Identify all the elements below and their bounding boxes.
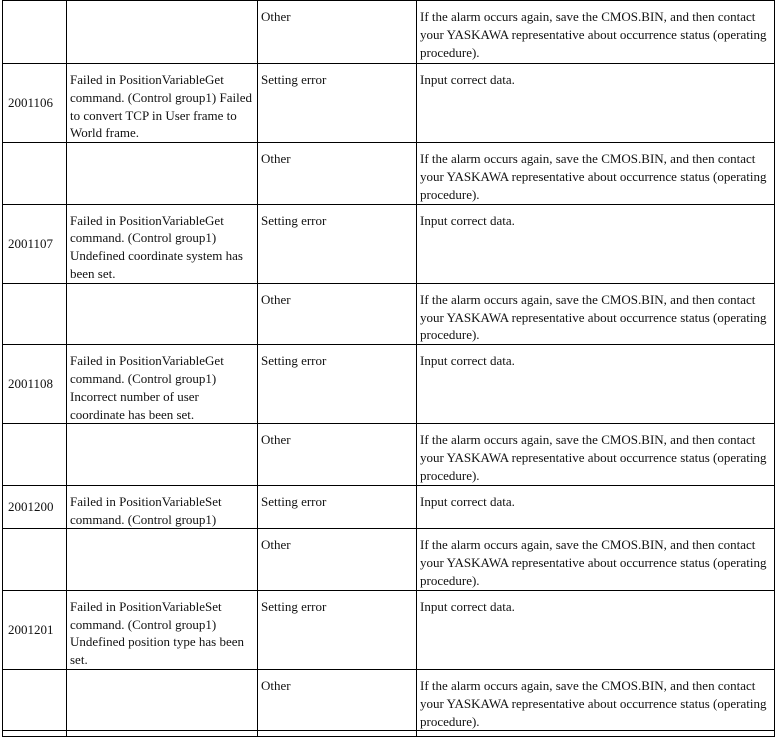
cause-cell: Setting error xyxy=(258,590,417,669)
table-row xyxy=(3,424,775,485)
alarm-table xyxy=(2,0,775,737)
alarm-description-cell: Failed in PositionVariableSet command. (Control group1) Undefined position type has been set. xyxy=(67,590,258,669)
alarm-code-cell xyxy=(3,283,67,344)
cause-cell: Other xyxy=(258,529,417,590)
alarm-code-cell: 2001200 xyxy=(3,485,67,529)
alarm-code-cell: 2001108 xyxy=(3,345,67,424)
alarm-code-cell xyxy=(3,529,67,590)
remedy-cell xyxy=(417,731,775,737)
alarm-code-cell xyxy=(3,424,67,485)
alarm-description-cell xyxy=(67,143,258,204)
table-row xyxy=(3,64,775,143)
alarm-code-cell: 2001106 xyxy=(3,64,67,143)
table-row xyxy=(3,669,775,730)
alarm-code-cell xyxy=(3,143,67,204)
alarm-code-cell xyxy=(3,1,67,64)
remedy-cell: If the alarm occurs again, save the CMOS.BIN, and then contact your YASKAWA representative about occurrence status (operating procedure). xyxy=(417,529,775,590)
remedy-cell: Input correct data. xyxy=(417,345,775,424)
remedy-cell: If the alarm occurs again, save the CMOS.BIN, and then contact your YASKAWA representative about occurrence status (operating procedure). xyxy=(417,424,775,485)
alarm-description-cell xyxy=(67,424,258,485)
alarm-description-cell: Failed in PositionVariableGet command. (Control group1) Incorrect number of user coordinate has been set. xyxy=(67,345,258,424)
table-row xyxy=(3,731,775,737)
remedy-cell: If the alarm occurs again, save the CMOS.BIN, and then contact your YASKAWA representative about occurrence status (operating procedure). xyxy=(417,1,775,64)
cause-cell: Other xyxy=(258,424,417,485)
cause-cell: Other xyxy=(258,283,417,344)
alarm-description-cell: Failed in PositionVariableGet command. (Control group1) Undefined coordinate system has been set. xyxy=(67,204,258,283)
alarm-description-cell xyxy=(67,731,258,737)
alarm-description-cell: Failed in PositionVariableGet command. (Control group1) Failed to convert TCP in User frame to World frame. xyxy=(67,64,258,143)
alarm-code-cell: 2001107 xyxy=(3,204,67,283)
alarm-code-cell xyxy=(3,731,67,737)
cause-cell: Setting error xyxy=(258,64,417,143)
cause-cell: Other xyxy=(258,1,417,64)
alarm-description-cell: Failed in PositionVariableSet command. (Control group1) xyxy=(67,485,258,529)
remedy-cell: Input correct data. xyxy=(417,64,775,143)
table-row xyxy=(3,143,775,204)
cause-cell: Other xyxy=(258,669,417,730)
cause-cell: Setting error xyxy=(258,345,417,424)
alarm-description-cell xyxy=(67,283,258,344)
cause-cell: Other xyxy=(258,143,417,204)
alarm-description-cell xyxy=(67,669,258,730)
cause-cell: Setting error xyxy=(258,204,417,283)
table-row xyxy=(3,283,775,344)
table-row xyxy=(3,204,775,283)
table-row xyxy=(3,1,775,64)
table-row xyxy=(3,529,775,590)
alarm-code-cell xyxy=(3,669,67,730)
remedy-cell: If the alarm occurs again, save the CMOS.BIN, and then contact your YASKAWA representative about occurrence status (operating procedure). xyxy=(417,143,775,204)
alarm-description-cell xyxy=(67,529,258,590)
table-row xyxy=(3,590,775,669)
alarm-code-cell: 2001201 xyxy=(3,590,67,669)
cause-cell: Setting error xyxy=(258,485,417,529)
remedy-cell: Input correct data. xyxy=(417,204,775,283)
remedy-cell: If the alarm occurs again, save the CMOS.BIN, and then contact your YASKAWA representative about occurrence status (operating procedure). xyxy=(417,283,775,344)
remedy-cell: Input correct data. xyxy=(417,590,775,669)
alarm-description-cell xyxy=(67,1,258,64)
alarm-table-body xyxy=(3,1,775,737)
remedy-cell: Input correct data. xyxy=(417,485,775,529)
remedy-cell: If the alarm occurs again, save the CMOS.BIN, and then contact your YASKAWA representative about occurrence status (operating procedure). xyxy=(417,669,775,730)
cause-cell xyxy=(258,731,417,737)
table-row xyxy=(3,345,775,424)
table-row xyxy=(3,485,775,529)
